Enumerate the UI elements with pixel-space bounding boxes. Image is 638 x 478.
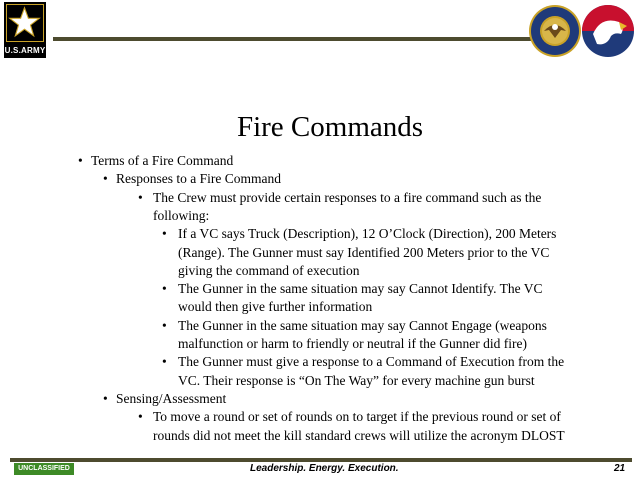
army-star-emblem: [6, 4, 44, 42]
bullet-marker: •: [103, 390, 108, 406]
bullet-text-level-4: The Gunner in the same situation may say Cannot Engage (weapons: [178, 317, 547, 333]
slide-title: Fire Commands: [236, 111, 424, 143]
bullet-marker: •: [162, 281, 167, 297]
bullet-marker: •: [162, 226, 167, 242]
bullet-text-level-3: rounds did not meet the kill standard crews will utilize the acronym DLOST: [153, 427, 565, 443]
star-icon: [7, 5, 42, 40]
bullet-text-level-2: Responses to a Fire Command: [116, 171, 281, 187]
army-reserve-seal: [528, 4, 582, 58]
bullet-marker: •: [103, 171, 108, 187]
bullet-marker: •: [78, 153, 83, 168]
bullet-text-level-3: To move a round or set of rounds on to target if the previous round or set of: [153, 409, 561, 425]
bullet-text-level-4: malfunction or harm to friendly or neutral if the Gunner did fire): [178, 336, 528, 351]
footer-divider: [10, 458, 632, 462]
header-divider: [53, 37, 531, 41]
bullet-text-level-3: following:: [153, 207, 210, 223]
logo-text: U.S.ARMY: [4, 46, 46, 55]
us-army-logo: [4, 2, 46, 58]
classification-badge: UNCLASSIFIED: [14, 463, 74, 475]
bullet-text-level-4: The Gunner in the same situation may say Cannot Identify. The VC: [178, 281, 543, 297]
bullet-text-level-1: Terms of a Fire Command: [91, 153, 234, 168]
bullet-text-level-4: would then give further information: [178, 299, 373, 315]
bullet-text-level-4: (Range). The Gunner must say Identified 200 Meters prior to the VC: [178, 244, 550, 260]
footer-motto: Leadership. Energy. Execution.: [250, 463, 399, 474]
bullet-text-level-4: giving the command of execution: [178, 262, 360, 278]
eagle-seal-icon: [528, 4, 582, 58]
bullet-marker: •: [138, 189, 143, 205]
bullet-marker: •: [162, 317, 167, 333]
bullet-text-level-4: VC. Their response is “On The Way” for every machine gun burst: [178, 372, 535, 388]
bullet-marker: •: [162, 354, 167, 370]
bullet-text-level-4: If a VC says Truck (Description), 12 O’Clock (Direction), 200 Meters: [178, 226, 557, 242]
page-number: 21: [614, 463, 626, 474]
bullet-text-level-3: The Crew must provide certain responses to a fire command such as the: [153, 189, 542, 205]
bullet-marker: •: [138, 409, 143, 425]
regional-command-seal: [581, 4, 635, 58]
eagle-head-icon: [581, 4, 635, 58]
bullet-text-level-4: The Gunner must give a response to a Command of Execution from the: [178, 354, 565, 370]
bullet-text-level-2: Sensing/Assessment: [116, 390, 227, 406]
